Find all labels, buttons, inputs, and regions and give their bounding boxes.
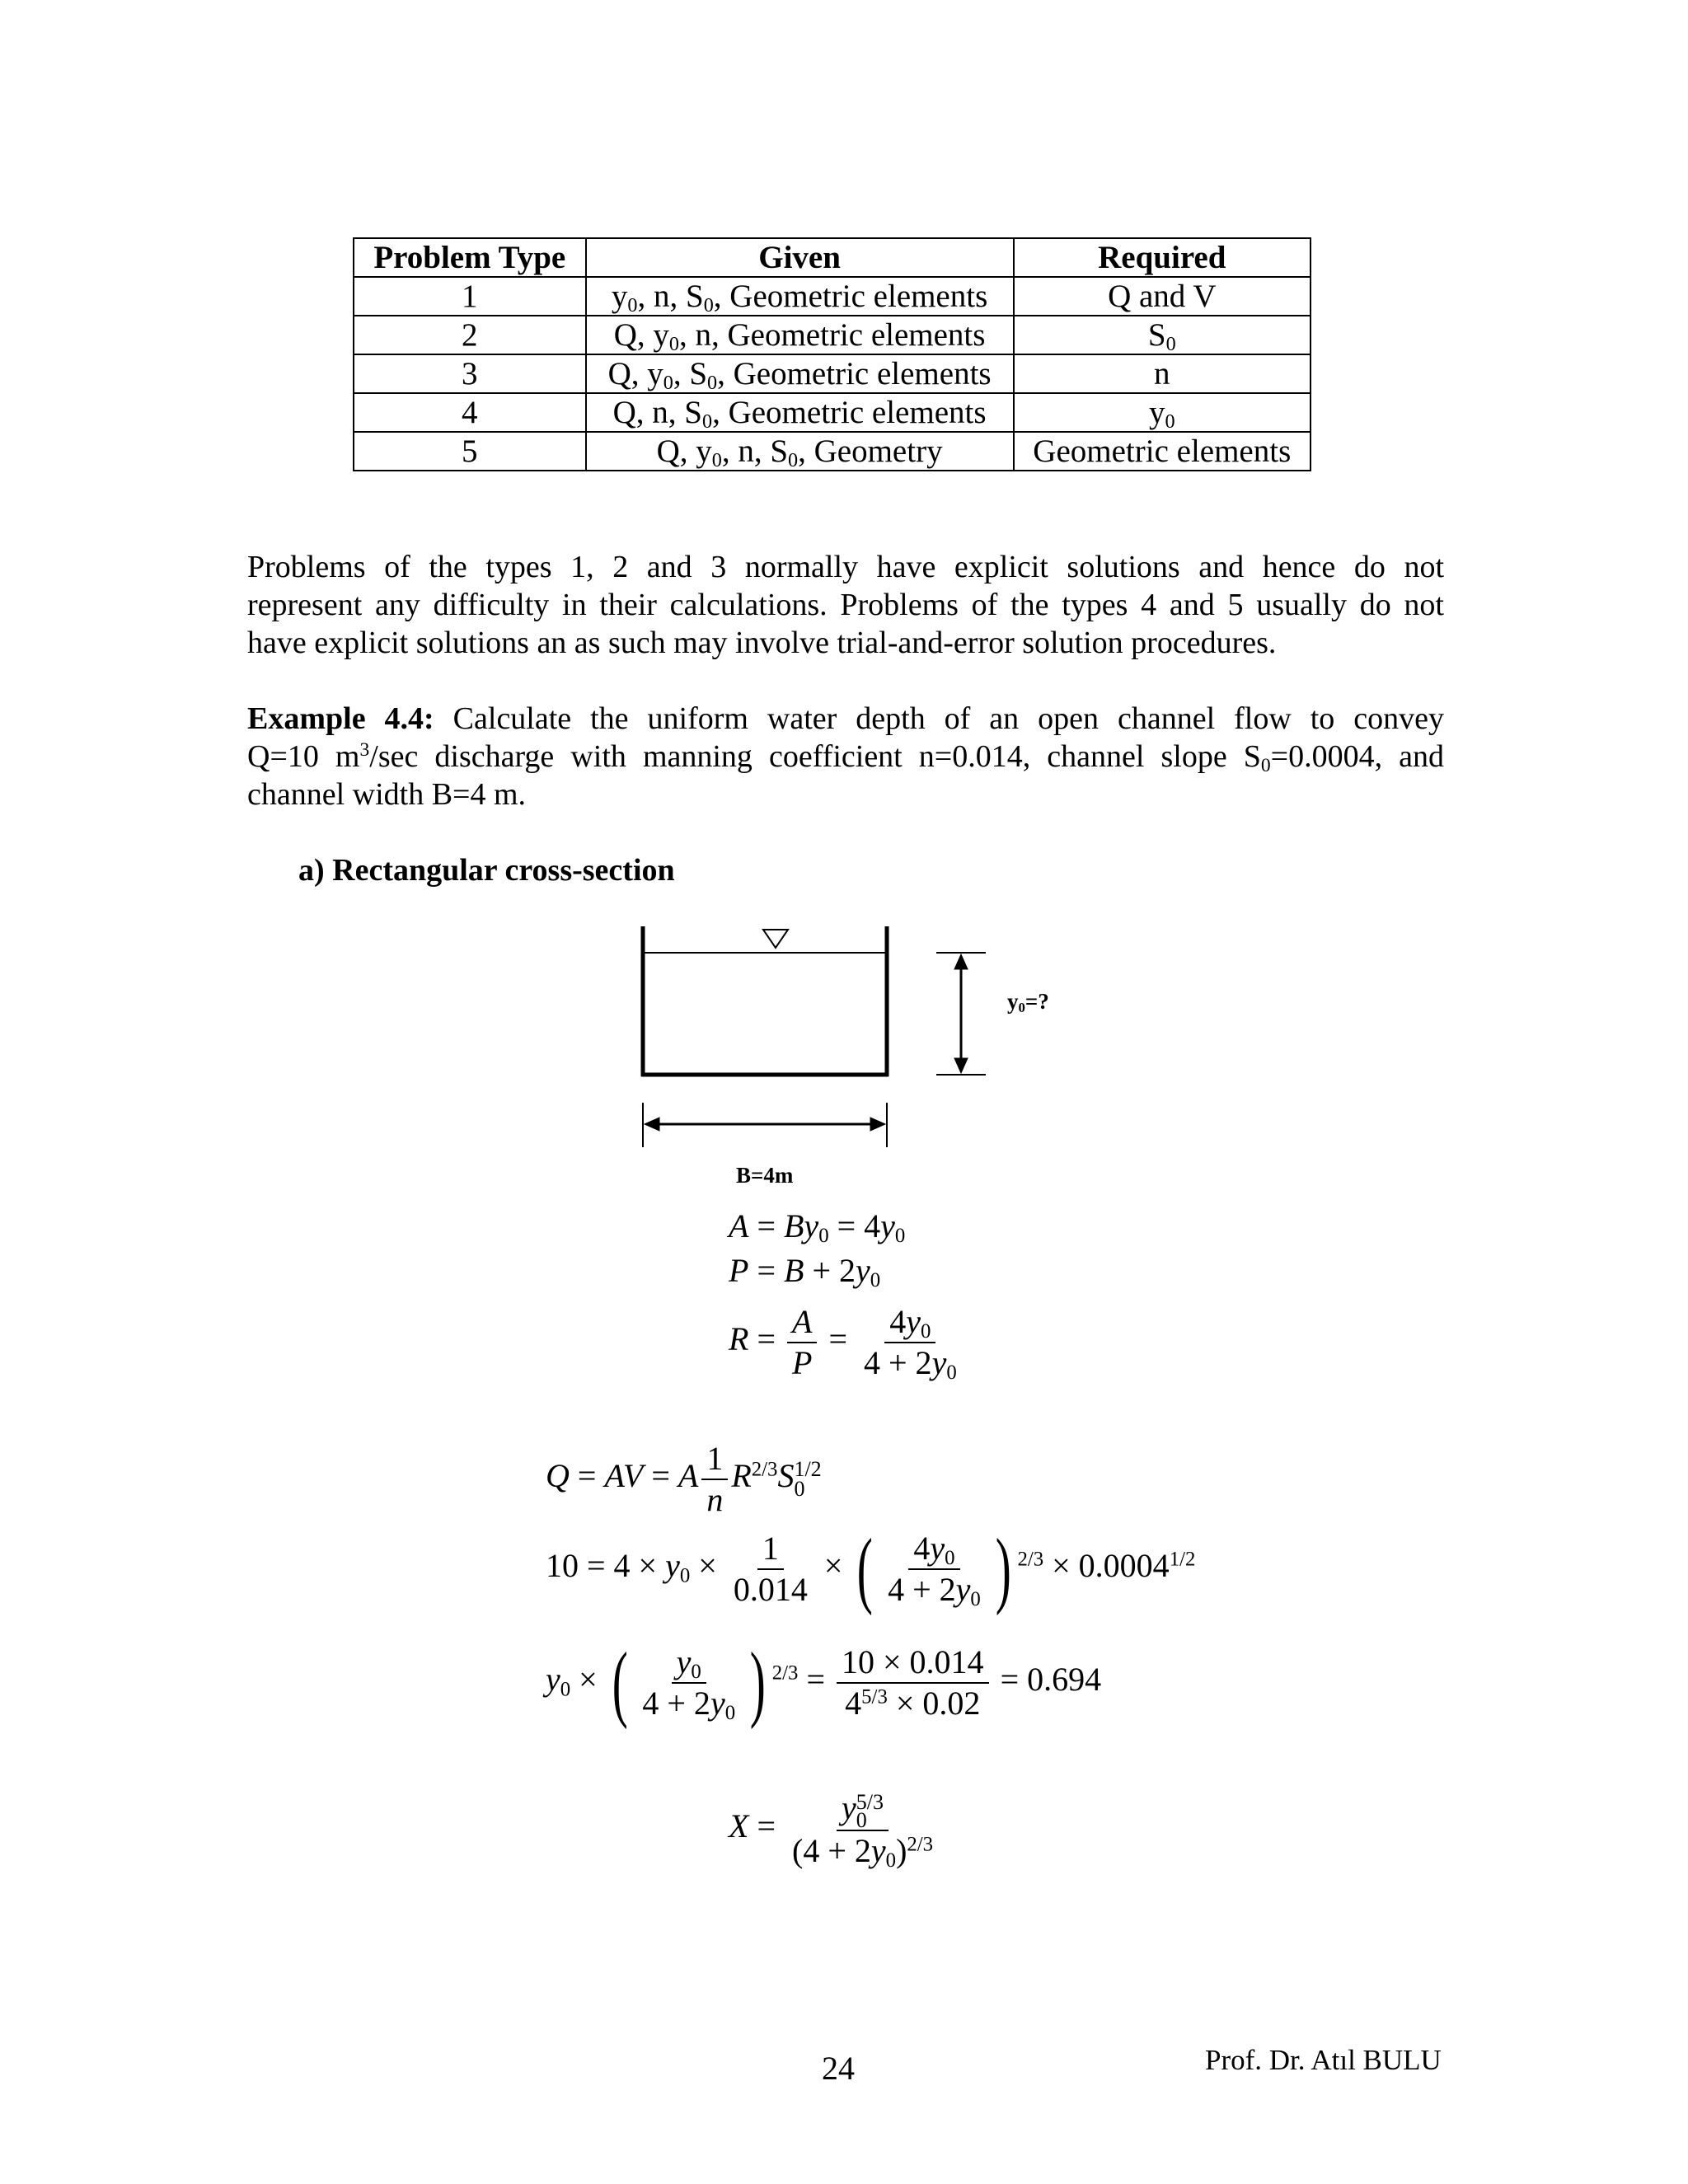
equation-x-definition: X = y 5/3 0 $(4 + 2y_0)^{2/3}$ xyxy=(729,1789,934,1872)
problem-type-cell: 1 xyxy=(354,277,586,316)
problem-type-cell: 4 xyxy=(354,393,586,432)
equation-manning: Q = AV = A $\frac{1}{n}$ $R^{2/3}S$ 1/2 0 xyxy=(546,1440,822,1518)
table-row xyxy=(354,354,1311,393)
given-cell: Q, n, $S_0$, Geometric elements xyxy=(586,393,1014,432)
example-paragraph xyxy=(247,700,1444,813)
problem-type-cell: 5 xyxy=(354,432,586,471)
depth-label: $y_0=$? xyxy=(1007,989,1049,1016)
table-header-row xyxy=(354,238,1311,277)
table-row xyxy=(354,277,1311,316)
example-text-2: Q=10 $m^3/\sec$ discharge with manning coefficient n=0.014, channel slope $S_0=0.0004$, and xyxy=(247,739,1444,776)
example-label: Example 4.4: xyxy=(247,701,434,736)
paragraph-line: represent any difficulty in their calculations. Problems of the types 4 and 5 usually do not xyxy=(247,588,1444,622)
width-label: B=4m xyxy=(736,1163,794,1188)
equation-area: $A = By_0 = 4y_0$ xyxy=(729,1207,906,1248)
required-cell: Q and V xyxy=(1014,277,1311,316)
header-required: Required xyxy=(1014,238,1311,277)
table-row xyxy=(354,393,1311,432)
required-cell: $S_0$ xyxy=(1014,316,1311,354)
problem-type-cell: 3 xyxy=(354,354,586,393)
given-cell: $y_0$, n, $S_0$, Geometric elements xyxy=(586,277,1014,316)
given-cell: Q, $y_0$, n, $S_0$, Geometry xyxy=(586,432,1014,471)
explanation-paragraph xyxy=(247,548,1444,662)
width-dimension xyxy=(643,1103,887,1147)
example-text-1: Calculate the uniform water depth of an open channel flow to convey xyxy=(452,701,1444,736)
given-cell: Q, $y_0$, $S_0$, Geometric elements xyxy=(586,354,1014,393)
rectangular-channel-figure xyxy=(626,915,1055,1162)
section-heading-rectangular: a) Rectangular cross-section xyxy=(298,853,675,888)
page-number: 24 xyxy=(822,2050,855,2087)
given-cell: Q, $y_0$, n, Geometric elements xyxy=(586,316,1014,354)
paragraph-line: have explicit solutions an as such may involve trial-and-error solution procedures. xyxy=(247,626,1277,660)
required-cell: Geometric elements xyxy=(1014,432,1311,471)
channel-walls xyxy=(641,926,889,1076)
required-cell: $y_0$ xyxy=(1014,393,1311,432)
problem-types-table xyxy=(353,237,1311,471)
problem-type-cell: 2 xyxy=(354,316,586,354)
table-row xyxy=(354,316,1311,354)
water-surface-symbol xyxy=(763,930,788,948)
header-given: Given xyxy=(586,238,1014,277)
equation-perimeter: $P = B + 2y_0$ xyxy=(729,1252,881,1292)
required-cell: n xyxy=(1014,354,1311,393)
author-footer: Prof. Dr. Atıl BULU xyxy=(1205,2044,1442,2076)
equation-rearranged: $y_0$ × ( $\frac{y_0}{4 + 2y_0}$ ) $^{2/3}$ = $\frac{10 \times 0.014}{4^{5/3} \times 0.02}$ = 0.694 xyxy=(546,1635,1102,1730)
table-row xyxy=(354,432,1311,471)
depth-dimension xyxy=(936,953,986,1075)
equation-hydraulic-radius: R = $\frac{A}{P}$ = $\frac{4y_0}{4 + 2y_0}$ xyxy=(729,1303,957,1385)
header-problem-type: Problem Type xyxy=(354,238,586,277)
equation-substitution: $10 = 4 \times y_0$ × $\frac{1}{0.014}$ × ( $\frac{4y_0}{4 + 2y_0}$ ) $^{2/3} \times 0.0004^{1/2}$ xyxy=(546,1521,1196,1616)
paragraph-line: Problems of the types 1, 2 and 3 normally have explicit solutions and hence do not xyxy=(247,550,1444,584)
example-text-3: channel width B=4 m. xyxy=(247,777,527,812)
